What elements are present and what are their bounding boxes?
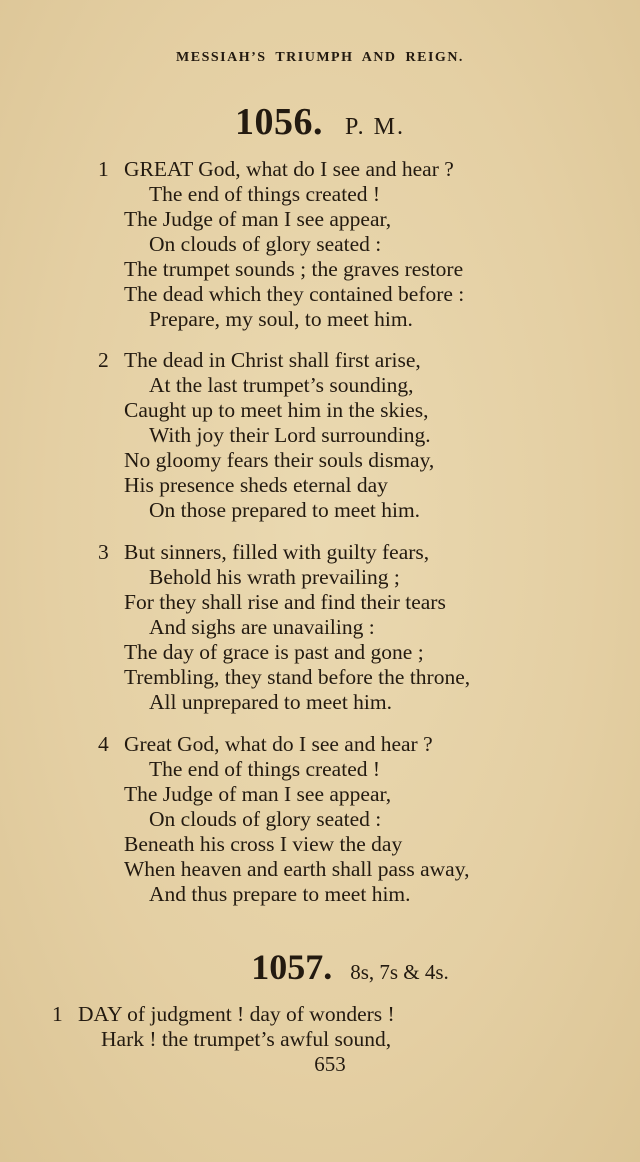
verse-line: The end of things created ! [149, 757, 381, 781]
verse-line: The dead in Christ shall first arise, [124, 348, 421, 372]
verse-line: No gloomy fears their souls dismay, [124, 448, 435, 472]
hymn-heading-1056 [0, 100, 640, 144]
verse-line: The dead which they contained before : [124, 282, 465, 306]
hymn-number: 1057. [251, 947, 333, 987]
verse-line: The Judge of man I see appear, [124, 782, 392, 806]
hymn-meter: P. M. [344, 114, 406, 140]
verse-line: For they shall rise and find their tears [124, 590, 446, 614]
stanza-number: 1 [98, 157, 109, 181]
hymn-heading-1057 [0, 946, 640, 988]
verse-line: When heaven and earth shall pass away, [124, 857, 470, 881]
verse-line: Behold his wrath prevailing ; [149, 565, 400, 589]
verse-line: Caught up to meet him in the skies, [124, 398, 429, 422]
verse-line: With joy their Lord surrounding. [149, 423, 431, 447]
hymn-number: 1056. [234, 101, 323, 143]
verse-line: Prepare, my soul, to meet him. [149, 307, 413, 331]
verse-line: Hark ! the trumpet’s awful sound, [101, 1027, 392, 1051]
stanza-number: 4 [98, 732, 109, 756]
verse-line: GREAT God, what do I see and hear ? [124, 157, 454, 181]
verse-line: Trembling, they stand before the throne, [124, 665, 471, 689]
verse-line: The trumpet sounds ; the graves restore [124, 257, 464, 281]
verse-line: All unprepared to meet him. [149, 690, 392, 714]
stanza-number: 3 [98, 540, 109, 564]
verse-line: Great God, what do I see and hear ? [124, 732, 433, 756]
verse-line: The end of things created ! [149, 182, 381, 206]
verse-line: DAY of judgment ! day of wonders ! [78, 1002, 395, 1026]
verse-line: But sinners, filled with guilty fears, [124, 540, 430, 564]
verse-line: On those prepared to meet him. [149, 498, 421, 522]
verse-line: Beneath his cross I view the day [124, 832, 403, 856]
stanza-number: 1 [52, 1002, 63, 1026]
running-head: MESSIAH’S TRIUMPH AND REIGN. [176, 50, 464, 65]
verse-line: At the last trumpet’s sounding, [149, 373, 414, 397]
verse-line: The day of grace is past and gone ; [124, 640, 424, 664]
verse-line: On clouds of glory seated : [149, 232, 382, 256]
verse-line: On clouds of glory seated : [149, 807, 382, 831]
verse-line: And sighs are unavailing : [149, 615, 375, 639]
verse-line: And thus prepare to meet him. [149, 882, 411, 906]
hymn-meter: 8s, 7s & 4s. [350, 960, 449, 984]
page-number: 653 [314, 1052, 346, 1076]
verse-line: The Judge of man I see appear, [124, 207, 392, 231]
verse-line: His presence sheds eternal day [124, 473, 388, 497]
stanza-number: 2 [98, 348, 109, 372]
